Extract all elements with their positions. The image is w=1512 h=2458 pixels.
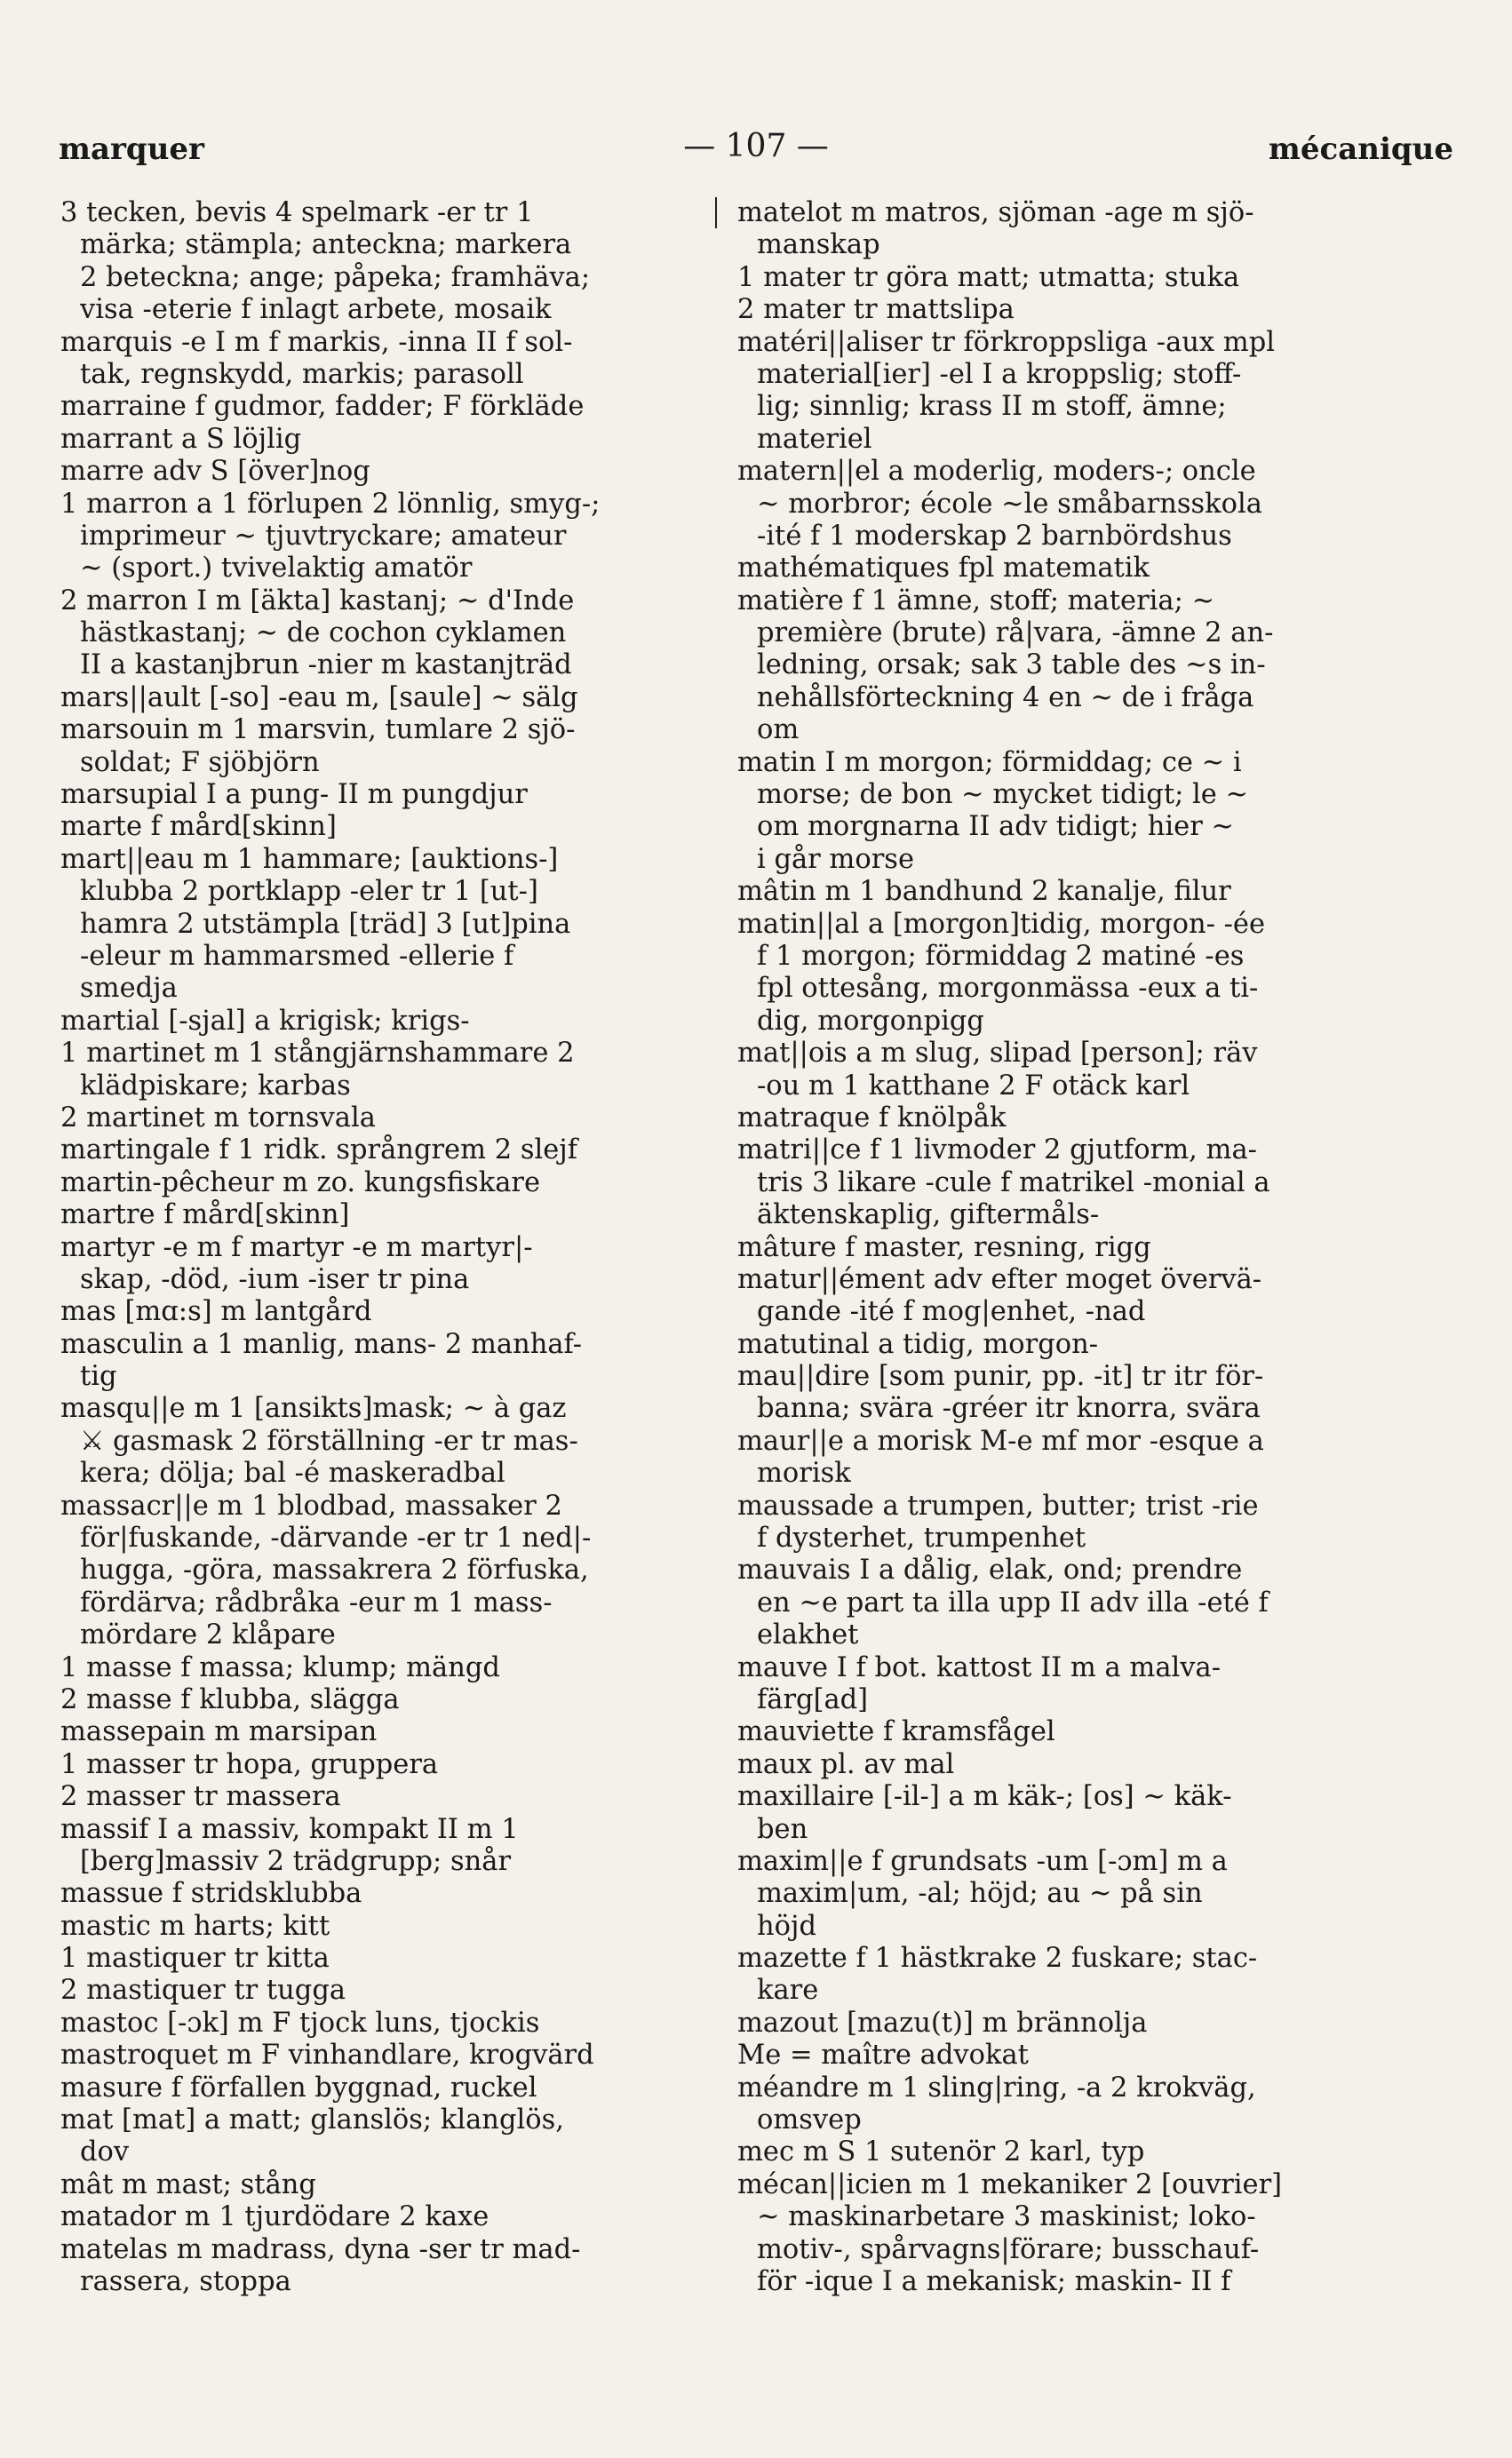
entry-line: om: [757, 714, 800, 746]
entry-line: martin-pêcheur m zo. kungsfiskare: [60, 1166, 541, 1198]
entry-line: matraque f knölpåk: [737, 1102, 1007, 1134]
entry-line: -ité f 1 moderskap 2 barnbördshus: [757, 520, 1232, 552]
entry-line: f dysterhet, trumpenhet: [757, 1523, 1086, 1555]
entry-line: matin||al a [morgon]tidig, morgon- -ée: [737, 908, 1266, 940]
entry-line: imprimeur ~ tjuvtryckare; amateur: [80, 520, 567, 552]
entry-line: marre adv S [över]nog: [60, 456, 370, 488]
entry-line: lig; sinnlig; krass II m stoff, ämne;: [757, 391, 1227, 423]
entry-line: hugga, -göra, massakrera 2 förfuska,: [80, 1555, 589, 1587]
entry-line: motiv-, spårvagns|förare; busschauf-: [757, 2233, 1260, 2265]
entry-line: -eleur m hammarsmed -ellerie f: [80, 940, 514, 972]
entry-line: maur||e a morisk M-e mf mor -esque a: [737, 1425, 1264, 1457]
entry-line: mat [mat] a matt; glanslös; klanglös,: [60, 2104, 564, 2136]
entry-line: mauvais I a dålig, elak, ond; prendre: [737, 1555, 1243, 1587]
entry-line: [berg]massiv 2 trädgrupp; snår: [80, 1845, 512, 1877]
entry-line: matern||el a moderlig, moders-; oncle: [737, 456, 1256, 488]
page-number: — 107 —: [683, 128, 829, 164]
entry-line: ~ maskinarbetare 3 maskinist; loko-: [757, 2201, 1256, 2233]
entry-line: -ou m 1 katthane 2 F otäck karl: [757, 1070, 1190, 1102]
entry-line: f 1 morgon; förmiddag 2 matiné -es: [757, 940, 1245, 972]
left-column: [60, 197, 709, 2298]
entry-line: kera; dölja; bal -é maskeradbal: [80, 1458, 505, 1490]
entry-line: morse; de bon ~ mycket tidigt; le ~: [757, 779, 1249, 811]
right-column: [737, 197, 1386, 2298]
entry-line: mastic m harts; kitt: [60, 1910, 330, 1942]
entry-line: matador m 1 tjurdödare 2 kaxe: [60, 2201, 489, 2233]
entry-line: material[ier] -el I a kroppslig; stoff-: [757, 358, 1242, 390]
entry-line: mazette f 1 hästkrake 2 fuskare; stac-: [737, 1943, 1258, 1975]
entry-line: gande -ité f mog|enhet, -nad: [757, 1296, 1146, 1328]
entry-line: 1 masse f massa; klump; mängd: [60, 1651, 500, 1683]
column-divider: [715, 197, 717, 228]
entry-line: martre f mård[skinn]: [60, 1199, 350, 1231]
entry-line: matin I m morgon; förmiddag; ce ~ i: [737, 746, 1242, 778]
entry-line: II a kastanjbrun -nier m kastanjträd: [80, 649, 572, 681]
entry-line: märka; stämpla; anteckna; markera: [80, 229, 572, 261]
entry-line: marsupial I a pung- II m pungdjur: [60, 779, 528, 811]
entry-line: masculin a 1 manlig, mans- 2 manhaf-: [60, 1328, 583, 1360]
entry-line: marsouin m 1 marsvin, tumlare 2 sjö-: [60, 714, 576, 746]
entry-line: färg[ad]: [757, 1683, 869, 1715]
entry-line: marte f mård[skinn]: [60, 811, 337, 843]
entry-line: 1 mastiquer tr kitta: [60, 1943, 330, 1975]
entry-line: massif I a massiv, kompakt II m 1: [60, 1813, 519, 1845]
entry-line: maxim||e f grundsats -um [-ɔm] m a: [737, 1845, 1228, 1877]
entry-line: 1 mater tr göra matt; utmatta; stuka: [737, 261, 1240, 293]
entry-line: Me = maître advokat: [737, 2040, 1029, 2072]
entry-line: klädpiskare; karbas: [80, 1070, 351, 1102]
entry-line: för|fuskande, -därvande -er tr 1 ned|-: [80, 1523, 592, 1555]
entry-line: tig: [80, 1361, 117, 1393]
entry-line: matière f 1 ämne, stoff; materia; ~: [737, 585, 1215, 616]
entry-line: mat||ois a m slug, slipad [person]; räv: [737, 1038, 1258, 1070]
entry-line: maux pl. av mal: [737, 1748, 955, 1780]
entry-line: matelot m matros, sjöman -age m sjö-: [737, 197, 1254, 228]
entry-line: mau||dire [som punir, pp. -it] tr itr för-: [737, 1361, 1264, 1393]
entry-line: martyr -e m f martyr -e m martyr|-: [60, 1231, 533, 1263]
entry-line: ledning, orsak; sak 3 table des ~s in-: [757, 649, 1266, 681]
entry-line: höjd: [757, 1910, 816, 1942]
entry-line: 2 marron I m [äkta] kastanj; ~ d'Inde: [60, 585, 575, 616]
entry-line: maussade a trumpen, butter; trist -rie: [737, 1490, 1259, 1522]
entry-line: äktenskaplig, giftermåls-: [757, 1199, 1100, 1231]
entry-line: marrant a S löjlig: [60, 423, 302, 455]
entry-line: mastoc [-ɔk] m F tjock luns, tjockis: [60, 2007, 540, 2039]
entry-line: matutinal a tidig, morgon-: [737, 1328, 1099, 1360]
entry-line: manskap: [757, 229, 880, 261]
entry-line: tris 3 likare -cule f matrikel -monial a: [757, 1166, 1270, 1198]
entry-line: mécan||icien m 1 mekaniker 2 [ouvrier]: [737, 2168, 1283, 2200]
entry-line: mâtin m 1 bandhund 2 kanalje, filur: [737, 876, 1231, 908]
guide-word-right: mécanique: [1268, 131, 1453, 167]
entry-line: om morgnarna II adv tidigt; hier ~: [757, 811, 1235, 843]
entry-line: méandre m 1 sling|ring, -a 2 krokväg,: [737, 2072, 1256, 2104]
entry-line: massacr||e m 1 blodbad, massaker 2: [60, 1490, 562, 1522]
entry-line: mördare 2 klåpare: [80, 1619, 336, 1651]
entry-line: mart||eau m 1 hammare; [auktions-]: [60, 843, 559, 875]
entry-line: martingale f 1 ridk. språngrem 2 slejf: [60, 1134, 578, 1166]
entry-line: matelas m madrass, dyna -ser tr mad-: [60, 2233, 581, 2265]
entry-line: banna; svära -gréer itr knorra, svära: [757, 1393, 1261, 1425]
entry-line: première (brute) rå|vara, -ämne 2 an-: [757, 617, 1274, 649]
entry-line: hästkastanj; ~ de cochon cyklamen: [80, 617, 567, 649]
entry-line: mâture f master, resning, rigg: [737, 1231, 1151, 1263]
entry-line: marquis -e I m f markis, -inna II f sol-: [60, 326, 573, 358]
entry-line: martial [-sjal] a krigisk; krigs-: [60, 1005, 470, 1037]
entry-line: smedja: [80, 973, 178, 1005]
entry-line: en ~e part ta illa upp II adv illa -eté f: [757, 1587, 1269, 1619]
entry-line: mec m S 1 sutenör 2 karl, typ: [737, 2136, 1145, 2168]
entry-line: mazout [mazu(t)] m brännolja: [737, 2007, 1148, 2039]
entry-line: massue f stridsklubba: [60, 1878, 362, 1910]
entry-line: hamra 2 utstämpla [träd] 3 [ut]pina: [80, 908, 571, 940]
entry-line: 2 mater tr mattslipa: [737, 294, 1015, 326]
entry-line: mât m mast; stång: [60, 2168, 316, 2200]
entry-line: skap, -död, -ium -iser tr pina: [80, 1263, 470, 1295]
entry-line: mas [mɑ:s] m lantgård: [60, 1296, 372, 1328]
entry-line: maxillaire [-il-] a m käk-; [os] ~ käk-: [737, 1781, 1232, 1813]
entry-line: mastroquet m F vinhandlare, krogvärd: [60, 2040, 594, 2072]
entry-line: nehållsförteckning 4 en ~ de i fråga: [757, 681, 1254, 713]
entry-line: massepain m marsipan: [60, 1716, 378, 1748]
entry-line: masqu||e m 1 [ansikts]mask; ~ à gaz: [60, 1393, 567, 1425]
entry-line: i går morse: [757, 843, 914, 875]
entry-line: tak, regnskydd, markis; parasoll: [80, 358, 524, 390]
entry-line: matéri||aliser tr förkroppsliga -aux mpl: [737, 326, 1275, 358]
entry-line: matur||ément adv efter moget övervä-: [737, 1263, 1262, 1295]
entry-line: materiel: [757, 423, 872, 455]
entry-line: 1 masser tr hopa, gruppera: [60, 1748, 439, 1780]
entry-line: dov: [80, 2136, 130, 2168]
entry-line: klubba 2 portklapp -eler tr 1 [ut-]: [80, 876, 538, 908]
entry-line: ben: [757, 1813, 808, 1845]
page-header: [59, 123, 1453, 176]
entry-line: mathématiques fpl matematik: [737, 553, 1150, 585]
entry-line: soldat; F sjöbjörn: [80, 746, 320, 778]
entry-line: 2 beteckna; ange; påpeka; framhäva;: [80, 261, 591, 293]
entry-line: matri||ce f 1 livmoder 2 gjutform, ma-: [737, 1134, 1257, 1166]
entry-line: mauviette f kramsfågel: [737, 1716, 1055, 1748]
entry-line: 2 mastiquer tr tugga: [60, 1975, 346, 2007]
entry-line: 3 tecken, bevis 4 spelmark -er tr 1: [60, 197, 534, 228]
entry-line: morisk: [757, 1458, 851, 1490]
entry-line: kare: [757, 1975, 819, 2007]
entry-line: marraine f gudmor, fadder; F förkläde: [60, 391, 585, 423]
entry-line: 1 marron a 1 förlupen 2 lönnlig, smyg-;: [60, 488, 601, 520]
entry-line: 2 masse f klubba, slägga: [60, 1683, 400, 1715]
entry-line: omsvep: [757, 2104, 862, 2136]
entry-line: maxim|um, -al; höjd; au ~ på sin: [757, 1878, 1203, 1910]
entry-line: 1 martinet m 1 stångjärnshammare 2: [60, 1038, 575, 1070]
entry-line: 2 martinet m tornsvala: [60, 1102, 376, 1134]
entry-line: ⚔ gasmask 2 förställning -er tr mas-: [80, 1425, 578, 1457]
entry-line: fpl ottesång, morgonmässa -eux a ti-: [757, 973, 1259, 1005]
entry-line: masure f förfallen byggnad, ruckel: [60, 2072, 537, 2104]
entry-line: elakhet: [757, 1619, 859, 1651]
entry-line: för -ique I a mekanisk; maskin- II f: [757, 2266, 1231, 2297]
entry-line: fördärva; rådbråka -eur m 1 mass-: [80, 1587, 553, 1619]
entry-line: ~ (sport.) tvivelaktig amatör: [80, 553, 473, 585]
guide-word-left: marquer: [59, 131, 204, 167]
entry-line: visa -eterie f inlagt arbete, mosaik: [80, 294, 552, 326]
entry-line: 2 masser tr massera: [60, 1781, 341, 1813]
entry-line: rassera, stoppa: [80, 2266, 291, 2297]
entry-line: mauve I f bot. kattost II m a malva-: [737, 1651, 1221, 1683]
entry-line: mars||ault [-so] -eau m, [saule] ~ sälg: [60, 681, 578, 713]
entry-line: dig, morgonpigg: [757, 1005, 984, 1037]
entry-line: ~ morbror; école ~le småbarnsskola: [757, 488, 1262, 520]
